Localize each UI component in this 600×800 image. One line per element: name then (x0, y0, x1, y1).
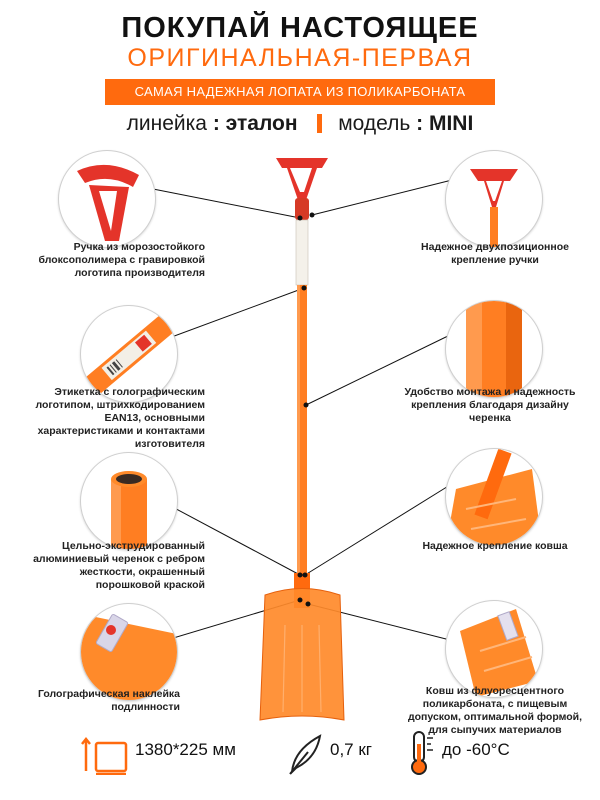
blade-mount-detail-circle (445, 448, 543, 546)
feature-right-4: Ковш из флуоресцентного поликарбоната, с пищевым допуском, оптимальной формой, для сыпучих материалов (407, 685, 583, 736)
blade-mount-icon (446, 449, 542, 545)
handle-icon (59, 151, 155, 247)
feature-left-1: Ручка из морозостойкого блоксополимера с гравировкой логотипа производителя (38, 241, 205, 279)
spec-temperature: до -60°C (442, 740, 510, 759)
tube-detail-circle (80, 452, 178, 550)
thermometer-icon (405, 730, 437, 776)
line-value: : эталон (212, 112, 298, 135)
shaft-design-detail-circle (445, 300, 543, 398)
blade-icon (446, 601, 542, 697)
feature-left-2: Этикетка с голографическим логотипом, штрихкодированием EAN13, основными характеристиками и контактами изготовителя (35, 386, 205, 450)
model-value: : MINI (416, 112, 474, 135)
shovel (260, 158, 344, 720)
title-line-2: ОРИГИНАЛЬНАЯ-ПЕРВАЯ (127, 44, 473, 72)
callout-line (148, 188, 300, 218)
line-label: линейка (126, 112, 207, 135)
handle-detail-circle (58, 150, 156, 248)
feature-left-4: Голографическая наклейка подлинности (37, 688, 180, 713)
tube-icon (81, 453, 177, 549)
shaft-label (296, 220, 308, 285)
subtitle-banner: САМАЯ НАДЕЖНАЯ ЛОПАТА ИЗ ПОЛИКАРБОНАТА (105, 79, 495, 105)
feature-right-2: Удобство монтажа и надежность крепления благодаря дизайну черенка (404, 386, 576, 424)
feature-right-3: Надежное крепление ковша (422, 540, 568, 552)
callout-line (305, 485, 450, 575)
feature-left-3: Цельно-экструдированный алюминиевый черенок с ребром жесткости, окрашенный порошковой краской (33, 540, 205, 591)
hologram-detail-circle (80, 603, 178, 701)
feature-right-1: Надежное двухпозиционное крепление ручки (421, 241, 569, 266)
callout-line (312, 180, 452, 215)
feather-icon (286, 732, 326, 776)
title-line-1: ПОКУПАЙ НАСТОЯЩЕЕ (121, 12, 479, 44)
spec-weight: 0,7 кг (330, 740, 372, 759)
handle-mount-detail-circle (445, 150, 543, 248)
blade-detail-circle (445, 600, 543, 698)
hologram-icon (81, 604, 177, 700)
shaft-design-icon (446, 301, 542, 397)
spec-size: 1380*225 мм (135, 740, 236, 759)
model-label: модель (338, 112, 411, 135)
handle-mount-icon (446, 151, 542, 247)
size-icon (78, 735, 130, 775)
